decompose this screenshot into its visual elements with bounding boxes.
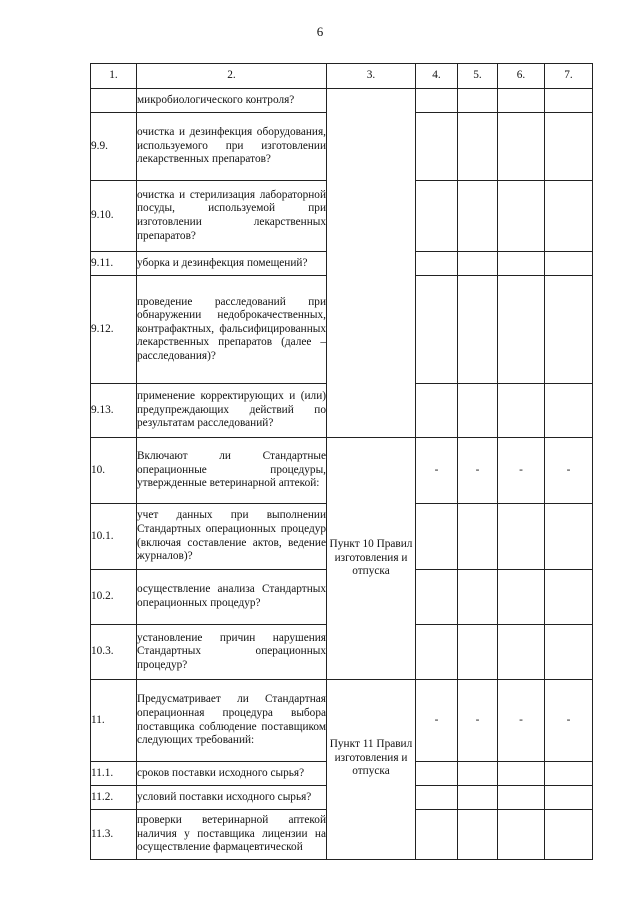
reference-cell-empty	[327, 89, 416, 438]
answer-dash: -	[498, 438, 545, 504]
answer-cell	[458, 276, 498, 384]
answer-cell	[416, 276, 458, 384]
row-question: очистка и стерилизация лабораторной посуды, используемой при изготовлении лекарственных препаратов?	[137, 181, 327, 252]
answer-cell	[498, 276, 545, 384]
answer-cell	[498, 384, 545, 438]
row-question: микробиологического контроля?	[137, 89, 327, 113]
row-question: применение корректирующих и (или) предупреждающих действий по результатам расследований?	[137, 384, 327, 438]
row-number: 9.12.	[91, 276, 137, 384]
header-col-6: 6.	[498, 64, 545, 89]
row-question: Предусматривает ли Стандартная операционная процедура выбора поставщика соблюдение поставщиком следующих требований:	[137, 680, 327, 762]
answer-cell	[498, 570, 545, 625]
table-row	[91, 680, 593, 762]
answer-cell	[545, 181, 593, 252]
answer-dash: -	[416, 438, 458, 504]
answer-cell	[545, 810, 593, 860]
header-col-2: 2.	[137, 64, 327, 89]
row-number: 11.3.	[91, 810, 137, 860]
row-question: проверки ветеринарной аптекой наличия у поставщика лицензии на осуществление фармацевтической	[137, 810, 327, 860]
answer-cell	[498, 504, 545, 570]
answer-cell	[545, 384, 593, 438]
answer-cell	[545, 276, 593, 384]
answer-cell	[498, 762, 545, 786]
answer-cell	[458, 504, 498, 570]
row-question: уборка и дезинфекция помещений?	[137, 252, 327, 276]
row-number: 9.13.	[91, 384, 137, 438]
row-number: 10.	[91, 438, 137, 504]
row-number: 11.	[91, 680, 137, 762]
table-row	[91, 438, 593, 504]
answer-cell	[498, 181, 545, 252]
row-number: 9.11.	[91, 252, 137, 276]
answer-cell	[458, 89, 498, 113]
answer-dash: -	[458, 680, 498, 762]
answer-cell	[498, 625, 545, 680]
answer-cell	[416, 181, 458, 252]
answer-cell	[416, 504, 458, 570]
answer-dash: -	[545, 438, 593, 504]
answer-cell	[458, 810, 498, 860]
row-number	[91, 89, 137, 113]
answer-cell	[545, 504, 593, 570]
answer-cell	[416, 384, 458, 438]
header-col-7: 7.	[545, 64, 593, 89]
row-question: очистка и дезинфекция оборудования, используемого при изготовлении лекарственных препаратов?	[137, 113, 327, 181]
page-number: 6	[316, 24, 324, 39]
answer-cell	[458, 252, 498, 276]
answer-cell	[458, 570, 498, 625]
answer-cell	[458, 113, 498, 181]
row-number: 10.1.	[91, 504, 137, 570]
answer-dash: -	[458, 438, 498, 504]
answer-cell	[458, 762, 498, 786]
row-number: 10.2.	[91, 570, 137, 625]
answer-cell	[416, 762, 458, 786]
answer-cell	[416, 252, 458, 276]
checklist-table	[90, 63, 593, 860]
row-number: 10.3.	[91, 625, 137, 680]
answer-cell	[498, 113, 545, 181]
answer-cell	[458, 181, 498, 252]
answer-cell	[545, 113, 593, 181]
header-col-3: 3.	[327, 64, 416, 89]
row-number: 9.9.	[91, 113, 137, 181]
row-number: 9.10.	[91, 181, 137, 252]
answer-cell	[416, 89, 458, 113]
header-col-5: 5.	[458, 64, 498, 89]
row-question: проведение расследований при обнаружении недоброкачественных, контрафактных, фальсифицированных лекарственных препаратов (далее – расследования)?	[137, 276, 327, 384]
answer-cell	[416, 810, 458, 860]
answer-cell	[498, 252, 545, 276]
answer-cell	[498, 810, 545, 860]
reference-cell: Пункт 10 Правил изготовления и отпуска	[327, 438, 416, 680]
answer-cell	[545, 786, 593, 810]
answer-dash: -	[498, 680, 545, 762]
answer-cell	[545, 89, 593, 113]
answer-dash: -	[545, 680, 593, 762]
answer-cell	[458, 786, 498, 810]
row-question: осуществление анализа Стандартных операционных процедур?	[137, 570, 327, 625]
answer-cell	[545, 625, 593, 680]
answer-dash: -	[416, 680, 458, 762]
header-col-1: 1.	[91, 64, 137, 89]
answer-cell	[498, 786, 545, 810]
row-number: 11.2.	[91, 786, 137, 810]
answer-cell	[545, 570, 593, 625]
answer-cell	[416, 113, 458, 181]
header-row	[91, 64, 593, 89]
answer-cell	[545, 762, 593, 786]
row-question: установление причин нарушения Стандартных операционных процедур?	[137, 625, 327, 680]
answer-cell	[498, 89, 545, 113]
row-question: условий поставки исходного сырья?	[137, 786, 327, 810]
answer-cell	[545, 252, 593, 276]
row-question: сроков поставки исходного сырья?	[137, 762, 327, 786]
row-question: учет данных при выполнении Стандартных операционных процедур (включая составление актов, ведение журналов)?	[137, 504, 327, 570]
row-number: 11.1.	[91, 762, 137, 786]
answer-cell	[416, 786, 458, 810]
answer-cell	[458, 384, 498, 438]
row-question: Включают ли Стандартные операционные процедуры, утвержденные ветеринарной аптекой:	[137, 438, 327, 504]
answer-cell	[416, 625, 458, 680]
reference-cell: Пункт 11 Правил изготовления и отпуска	[327, 680, 416, 860]
header-col-4: 4.	[416, 64, 458, 89]
answer-cell	[458, 625, 498, 680]
answer-cell	[416, 570, 458, 625]
table-row	[91, 89, 593, 113]
